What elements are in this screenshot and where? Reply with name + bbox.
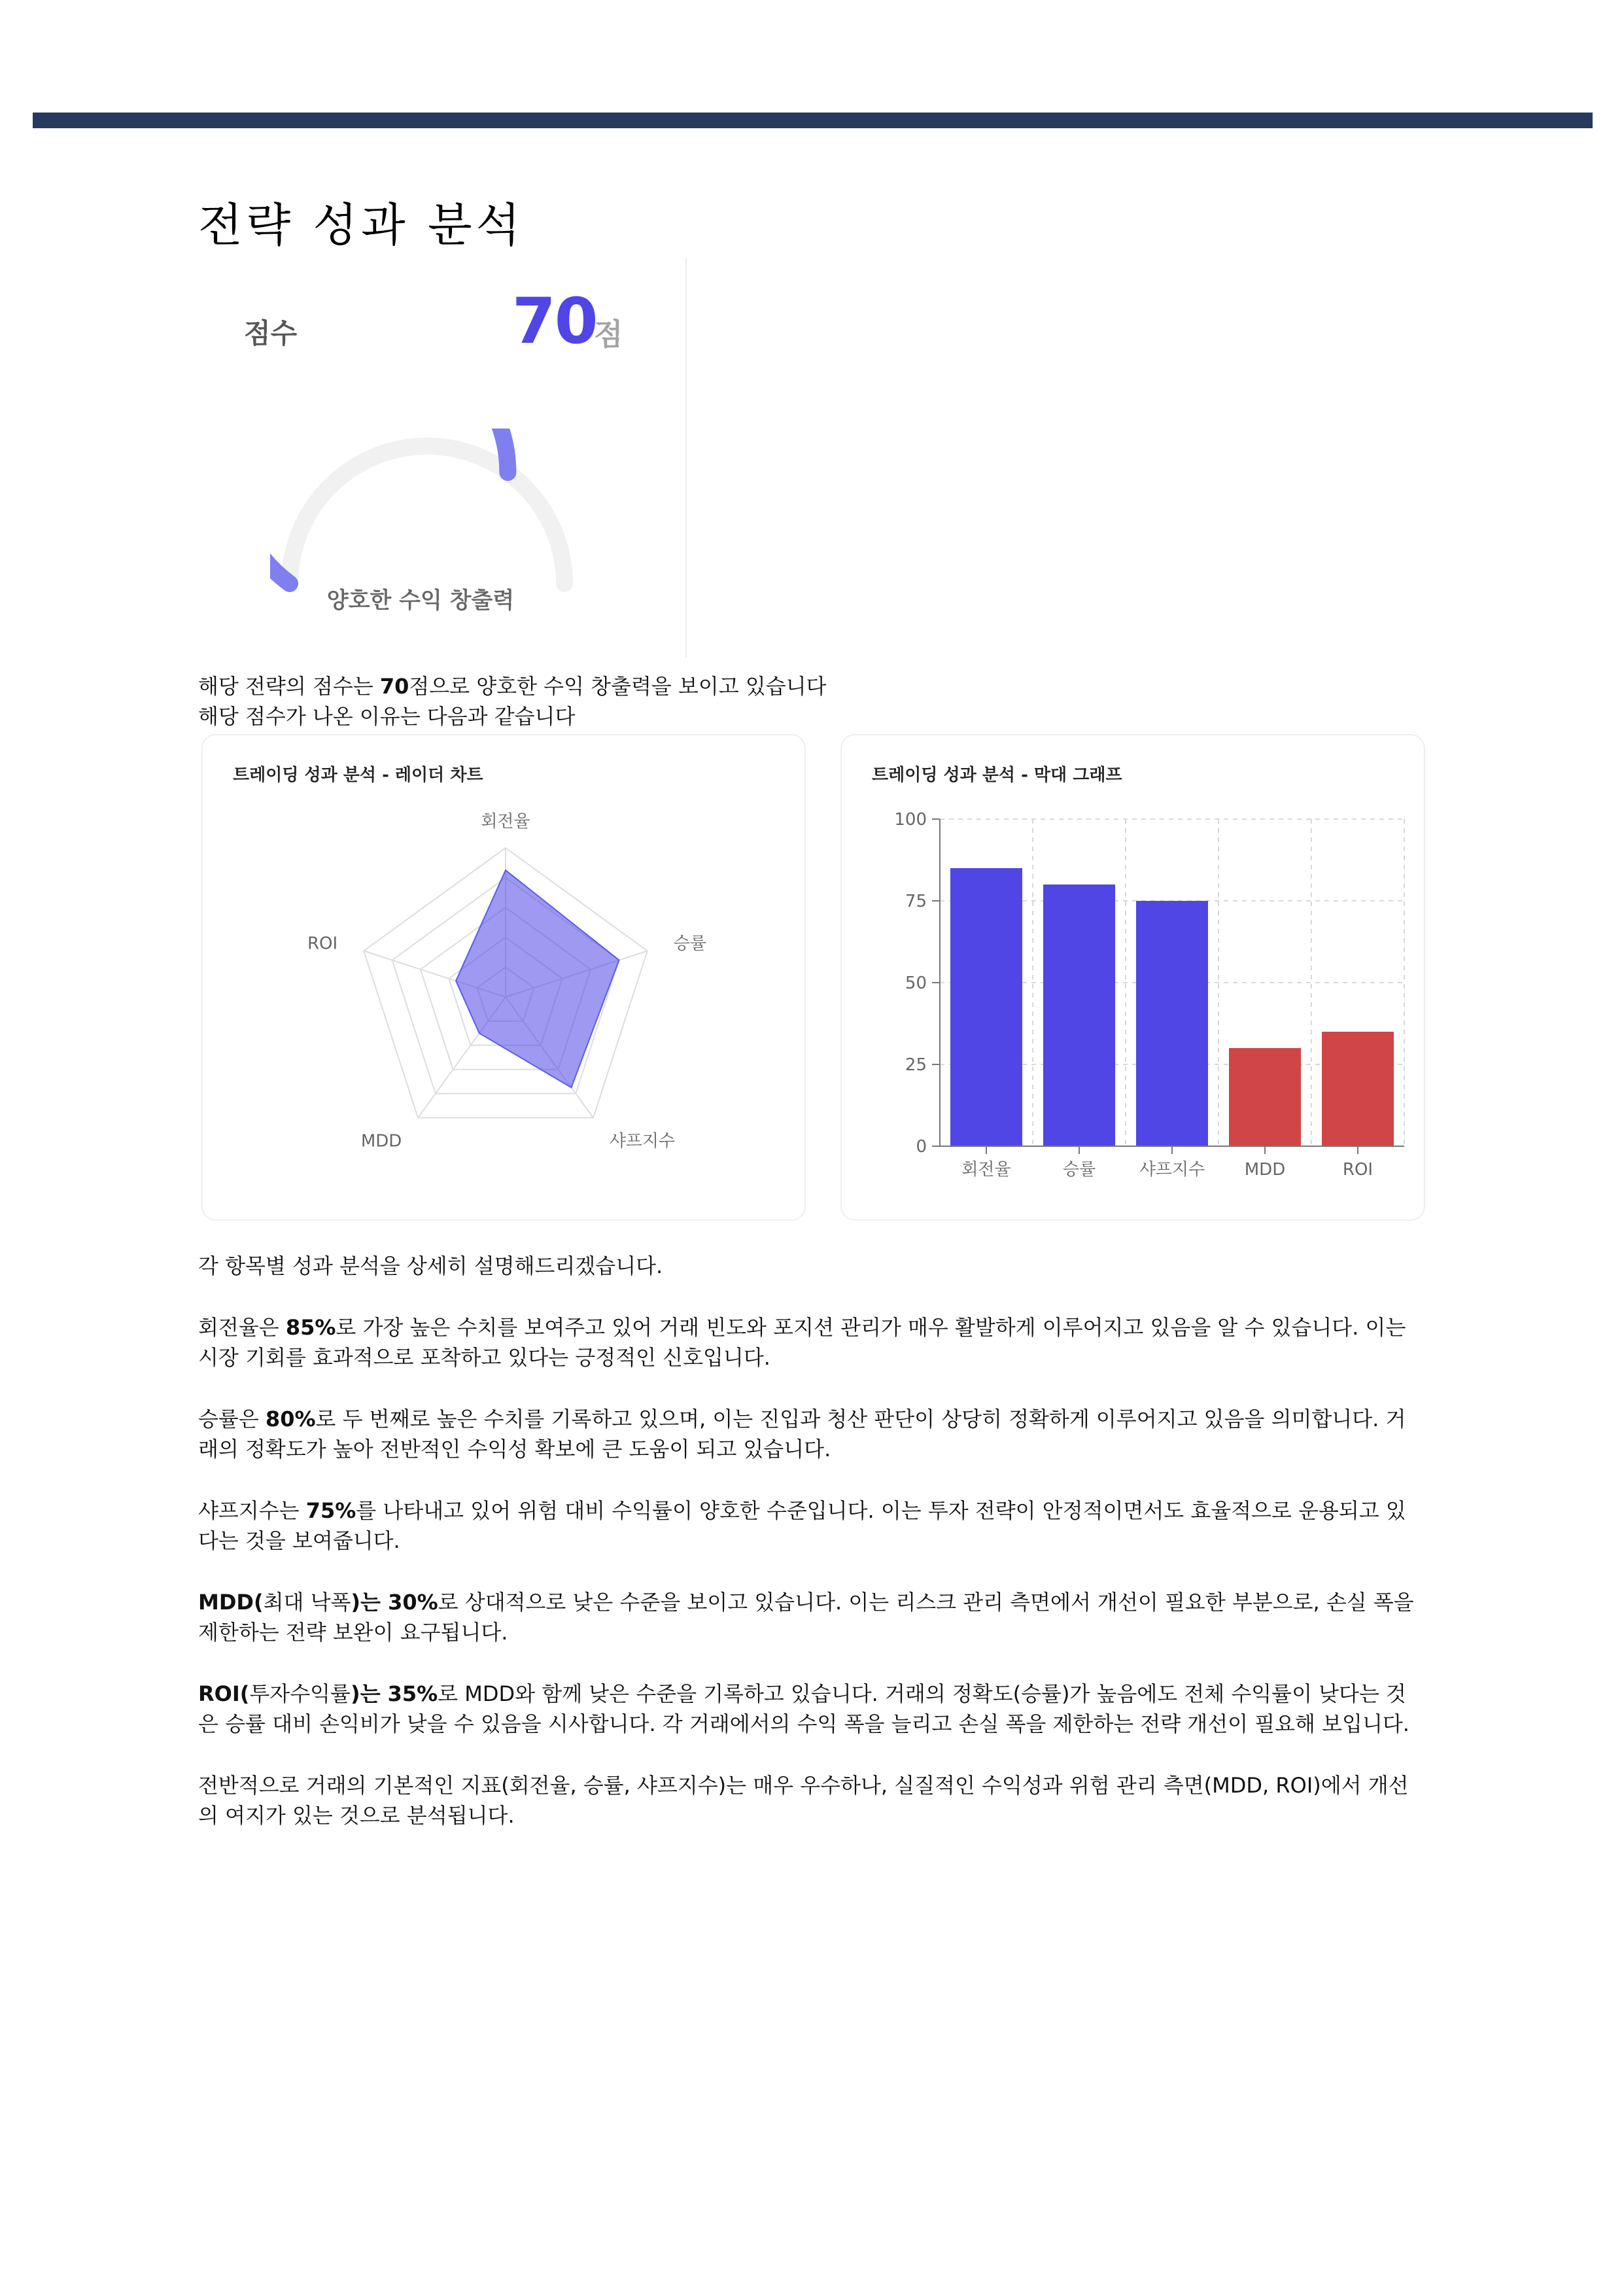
radar-series-area — [456, 870, 619, 1087]
page-title: 전략 성과 분석 — [198, 198, 525, 252]
bar-5 — [1322, 1032, 1394, 1146]
bar-chart-card — [840, 734, 1425, 1221]
radar-chart-title: 트레이딩 성과 분석 - 레이더 차트 — [233, 765, 483, 785]
analysis-text — [198, 1251, 1421, 1862]
radar-axis-label: MDD — [360, 1131, 402, 1151]
intro-text — [198, 671, 827, 731]
bar-ytick-label: 50 — [905, 973, 927, 993]
analysis-winrate: 승률은 80%로 두 번째로 높은 수치를 기록하고 있으며, 이는 진입과 청산 판단이 상당히 정확하게 이루어지고 있음을 의미합니다. 거래의 정확도가 높아 전반적인 수익성 확보에 큰 도움이 되고 있습니다. — [198, 1407, 1406, 1462]
radar-axis-label: 회전율 — [481, 812, 530, 832]
bar-xtick-label: 회전율 — [961, 1160, 1011, 1180]
analysis-sharpe: 샤프지수는 75%를 나타내고 있어 위험 대비 수익률이 양호한 수준입니다. 이는 투자 전략이 안정적이면서도 효율적으로 운용되고 있다는 것을 보여줍니다. — [198, 1498, 1406, 1553]
score-card — [198, 258, 687, 657]
analysis-mdd: MDD(최대 낙폭)는 30%로 상대적으로 낮은 수준을 보이고 있습니다. 이는 리스크 관리 측면에서 개선이 필요한 부분으로, 손실 폭을 제한하는 전략 보완이 요구됩니다. — [198, 1590, 1414, 1645]
radar-chart-card — [201, 734, 806, 1221]
analysis-turnover: 회전율은 85%로 가장 높은 수치를 보여주고 있어 거래 빈도와 포지션 관리가 매우 활발하게 이루어지고 있음을 알 수 있습니다. 이는 시장 기회를 효과적으로 포착하고 있다는 긍정적인 신호입니다. — [198, 1315, 1406, 1370]
intro-line-1: 해당 전략의 점수는 70점으로 양호한 수익 창출력을 보이고 있습니다 — [198, 674, 827, 699]
score-unit: 점 — [594, 317, 623, 352]
bar-xtick-label: MDD — [1244, 1160, 1286, 1180]
analysis-roi: ROI(투자수익률)는 35%로 MDD와 함께 낮은 수준을 기록하고 있습니다. 거래의 정확도(승률)가 높음에도 전체 수익률이 낮다는 것은 승률 대비 손익비가 낮을 수 있음을 시사합니다. 각 거래에서의 수익 폭을 늘리고 손실 폭을 제한하는 전략 개선이 필요해 보입니다. — [198, 1681, 1409, 1736]
radar-chart — [203, 735, 804, 1219]
bar-4 — [1229, 1048, 1301, 1146]
bar-1 — [950, 868, 1022, 1146]
radar-axis-label: 샤프지수 — [609, 1131, 676, 1151]
bar-chart — [842, 735, 1424, 1219]
bar-xtick-label: ROI — [1342, 1160, 1373, 1180]
score-value: 70 — [512, 285, 597, 358]
bar-ytick-label: 25 — [905, 1055, 927, 1075]
bar-3 — [1136, 901, 1208, 1146]
bar-2 — [1043, 885, 1115, 1146]
bar-ytick-label: 100 — [894, 810, 927, 830]
header-bar — [33, 113, 1593, 128]
score-label: 점수 — [244, 317, 298, 349]
bar-xtick-label: 샤프지수 — [1139, 1160, 1205, 1180]
radar-axis-label: ROI — [307, 934, 338, 954]
bar-xtick-label: 승률 — [1062, 1160, 1096, 1180]
intro-line-2: 해당 점수가 나온 이유는 다음과 같습니다 — [198, 704, 576, 729]
analysis-summary: 전반적으로 거래의 기본적인 지표(회전율, 승률, 샤프지수)는 매우 우수하나, 실질적인 수익성과 위험 관리 측면(MDD, ROI)에서 개선의 여지가 있는 것으로 분석됩니다. — [198, 1773, 1409, 1828]
radar-axis-label: 승률 — [673, 934, 707, 954]
gauge-caption: 양호한 수익 창출력 — [326, 587, 515, 614]
bar-ytick-label: 75 — [905, 892, 927, 911]
bar-ytick-label: 0 — [916, 1137, 927, 1157]
analysis-intro: 각 항목별 성과 분석을 상세히 설명해드리겠습니다. — [198, 1253, 663, 1278]
gauge-track — [290, 446, 564, 584]
bar-chart-title: 트레이딩 성과 분석 - 막대 그래프 — [872, 765, 1122, 785]
